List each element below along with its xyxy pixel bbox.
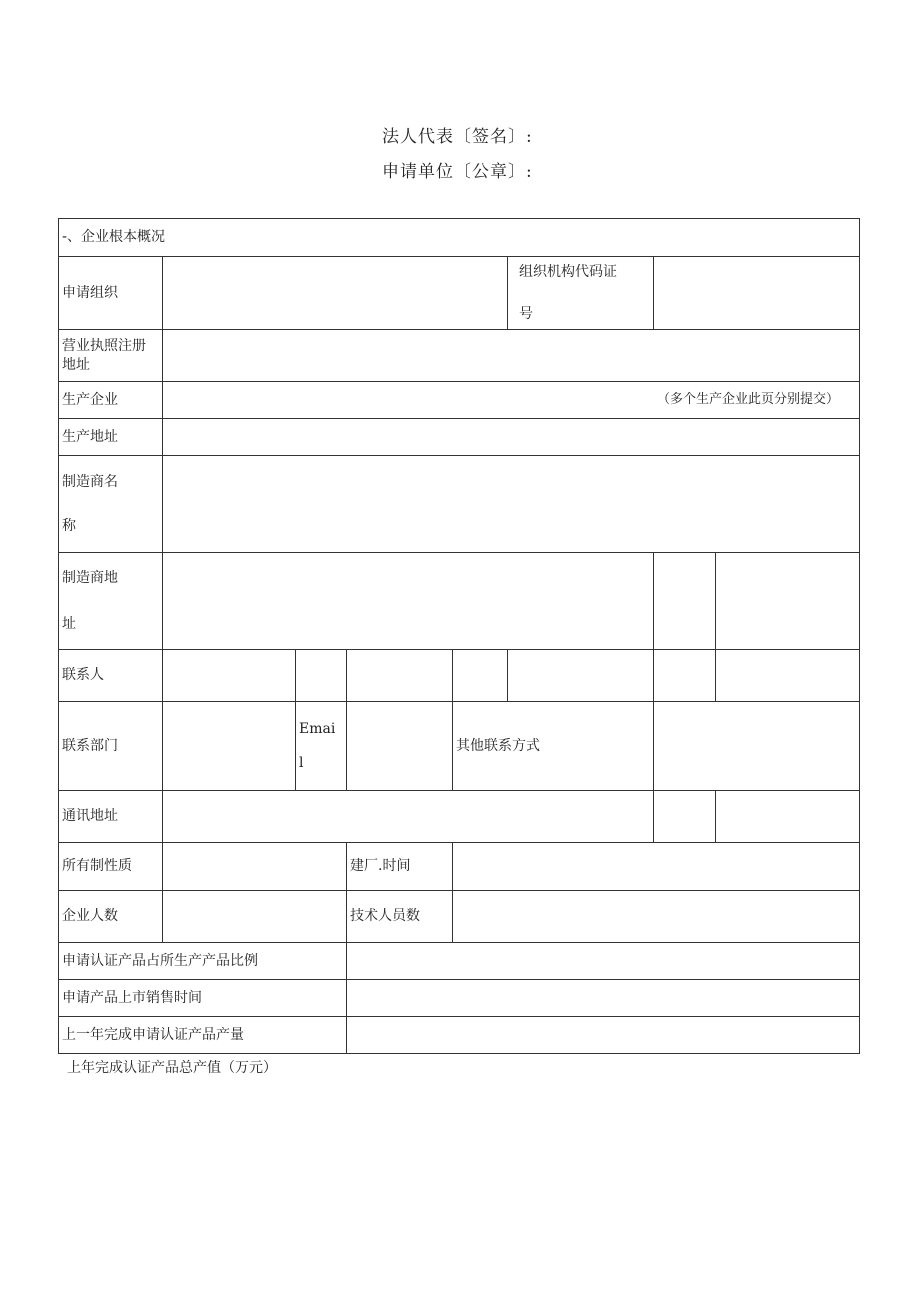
contact-person-label: 联系人	[59, 650, 163, 702]
manufacturer-address-blank-1[interactable]	[654, 553, 716, 650]
producer-label: 生产企业	[59, 382, 163, 419]
email-label-line2: l	[299, 754, 304, 771]
applicant-org-field[interactable]	[163, 257, 508, 330]
manufacturer-address-line2: 址	[62, 615, 76, 632]
production-address-label: 生产地址	[59, 419, 163, 456]
applicant-org-label: 申请组织	[59, 257, 163, 330]
org-code-label-line2: 号	[519, 305, 533, 322]
department-field[interactable]	[163, 702, 296, 791]
contact-blank-4[interactable]	[508, 650, 654, 702]
production-address-field[interactable]	[163, 419, 860, 456]
org-code-field[interactable]	[654, 257, 860, 330]
founded-label: 建厂.时间	[347, 843, 453, 891]
other-contact-field[interactable]	[654, 702, 860, 791]
product-ratio-field[interactable]	[347, 943, 860, 980]
department-label: 联系部门	[59, 702, 163, 791]
other-contact-label: 其他联系方式	[453, 702, 654, 791]
contact-blank-1[interactable]	[296, 650, 347, 702]
manufacturer-address-blank-2[interactable]	[716, 553, 860, 650]
manufacturer-name-line1: 制造商名	[62, 474, 118, 490]
contact-person-field[interactable]	[163, 650, 296, 702]
company-overview-table	[58, 218, 860, 1054]
manufacturer-address-line1: 制造商地	[62, 570, 118, 586]
total-output-value-label: 上年完成认证产品总产值（万元）	[67, 1060, 277, 1076]
org-code-label-line1: 组织机构代码证	[519, 264, 617, 280]
license-address-line1: 营业执照注册	[62, 338, 146, 355]
license-address-label	[59, 330, 163, 382]
mailing-blank-2[interactable]	[716, 791, 860, 843]
contact-blank-5[interactable]	[654, 650, 716, 702]
contact-blank-3[interactable]	[453, 650, 508, 702]
license-address-line2: 地址	[62, 356, 90, 373]
last-year-output-field[interactable]	[347, 1017, 860, 1054]
mailing-blank-1[interactable]	[654, 791, 716, 843]
product-ratio-label: 申请认证产品占所生产产品比例	[59, 943, 347, 980]
email-label	[296, 702, 347, 791]
mailing-address-label: 通讯地址	[59, 791, 163, 843]
market-time-label: 申请产品上市销售时间	[59, 980, 347, 1017]
section-title: -、企业根本概况	[59, 219, 860, 257]
tech-staff-label: 技术人员数	[347, 891, 453, 943]
ownership-label: 所有制性质	[59, 843, 163, 891]
mailing-address-field[interactable]	[163, 791, 654, 843]
email-label-line1: Emai	[299, 721, 336, 737]
staff-count-label: 企业人数	[59, 891, 163, 943]
manufacturer-name-line2: 称	[62, 517, 76, 534]
email-field[interactable]	[347, 702, 453, 791]
market-time-field[interactable]	[347, 980, 860, 1017]
staff-count-field[interactable]	[163, 891, 347, 943]
manufacturer-name-field[interactable]	[163, 456, 860, 553]
manufacturer-name-label	[59, 456, 163, 553]
contact-blank-6[interactable]	[716, 650, 860, 702]
license-address-field[interactable]	[163, 330, 860, 382]
manufacturer-address-field[interactable]	[163, 553, 654, 650]
ownership-field[interactable]	[163, 843, 347, 891]
manufacturer-address-label	[59, 553, 163, 650]
tech-staff-field[interactable]	[453, 891, 860, 943]
legal-rep-signature-label: 法人代表〔签名〕:	[382, 127, 533, 147]
last-year-output-label: 上一年完成申请认证产品产量	[59, 1017, 347, 1054]
producer-note: （多个生产企业此页分别提交）	[163, 382, 860, 419]
org-code-label	[508, 257, 654, 330]
founded-field[interactable]	[453, 843, 860, 891]
applicant-seal-label: 申请单位〔公章〕:	[382, 162, 533, 182]
contact-blank-2[interactable]	[347, 650, 453, 702]
